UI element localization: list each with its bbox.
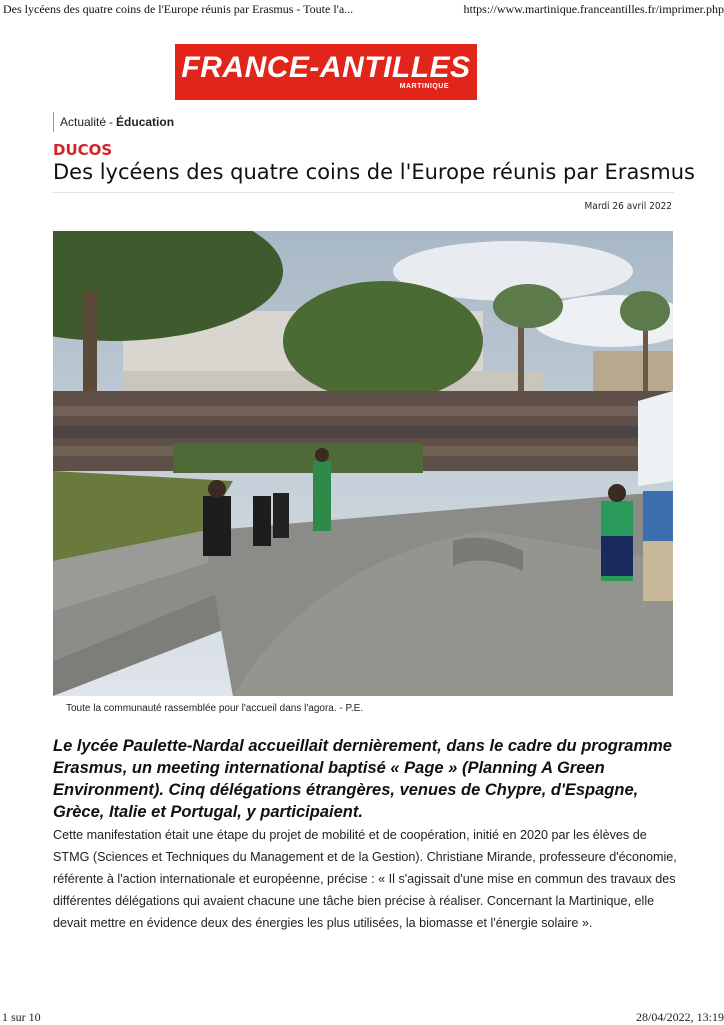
print-page-url[interactable]: https://www.martinique.franceantilles.fr/imprimer.php [464,2,724,17]
breadcrumb-separator: - [109,115,113,129]
article-lead: Le lycée Paulette-Nardal accueillait dernièrement, dans le cadre du programme Erasmus, un meeting international baptisé « Page » (Planning A Green Environment). Cinq délégations étrangères, venues de Chypre, d'Espagne, Grèce, Italie et Portugal, y participaient. [53,735,693,823]
article-kicker: DUCOS [53,141,112,159]
breadcrumb-category[interactable]: Éducation [116,115,174,129]
print-page-title: Des lycéens des quatre coins de l'Europe réunis par Erasmus - Toute l'a... [3,2,353,17]
photo-caption: Toute la communauté rassemblée pour l'accueil dans l'agora. - P.E. [66,703,363,714]
article-photo [53,231,673,696]
logo-brand: FRANCE-ANTILLES [181,53,470,83]
page-number: 1 sur 10 [2,1010,41,1025]
breadcrumb [53,112,174,132]
france-antilles-logo[interactable] [175,44,477,100]
logo-edition: MARTINIQUE [400,83,449,91]
article-title: Des lycéens des quatre coins de l'Europe réunis par Erasmus [53,160,693,184]
title-divider [53,192,674,193]
article-date: Mardi 26 avril 2022 [585,201,672,212]
agora-photo-illustration [53,231,673,696]
breadcrumb-section[interactable]: Actualité [60,115,106,129]
print-datetime: 28/04/2022, 13:19 [636,1010,724,1025]
article-body: Cette manifestation était une étape du projet de mobilité et de coopération, initié en 2020 par les élèves de STMG (Sciences et Techniques du Management et de la Gestion). Christiane Mirande, professeure d'économie, référente à l'action internationale et européenne, précise : « Il s'agissait d'une mise en commun des travaux des différentes délégations qui avaient chacune une tâche bien précise à réaliser. Concernant la Martinique, elle devait mettre en évidence deux des énergies les plus utilisées, la biomasse et l'énergie solaire ». [53,824,683,934]
print-header [0,0,724,18]
